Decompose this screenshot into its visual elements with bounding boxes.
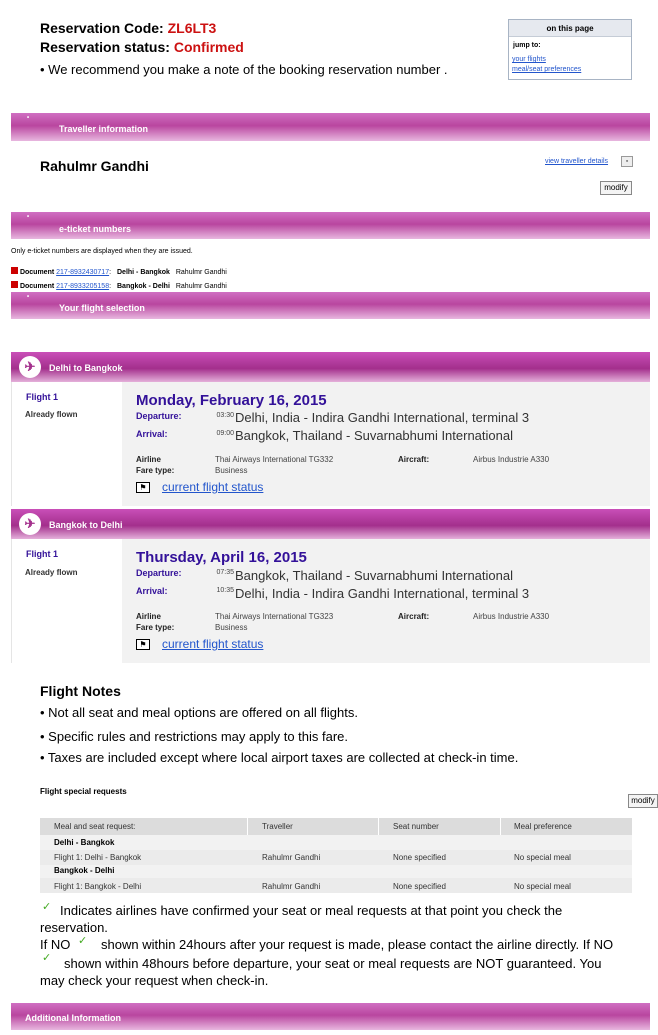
flight-bar-delhi-bangkok — [11, 352, 650, 382]
document-number-link[interactable]: 217-8932430717 — [56, 269, 110, 276]
eticket-bar: • e-ticket numbers — [11, 212, 650, 239]
group-label: Bangkok - Delhi — [54, 866, 115, 875]
flight-note-item: • Specific rules and restrictions may apply to this fare. — [40, 729, 349, 744]
flight-bar-title: Delhi to Bangkok — [49, 363, 123, 373]
fare-type-label: Fare type: — [136, 466, 175, 475]
legend-line: reservation. — [40, 920, 108, 935]
flight-flown-status: Already flown — [25, 410, 78, 419]
departure-label: Departure: — [136, 568, 182, 578]
row-flight: Flight 1: Bangkok - Delhi — [54, 882, 142, 891]
departure-time: 03:30 — [216, 412, 234, 419]
eticket-note: Only e-ticket numbers are displayed when they are issued. — [11, 248, 193, 255]
eticket-document-row: Document 217-8932430717: Delhi - Bangkok Rahulmr Gandhi — [11, 267, 227, 276]
additional-info-bar — [11, 1003, 650, 1030]
flight-left-panel — [11, 382, 122, 506]
eticket-document-row: Document 217-8933205158: Bangkok - Delhi Rahulmr Gandhi — [11, 281, 227, 290]
flag-icon: ⚑ — [136, 639, 150, 650]
flight-flown-status: Already flown — [25, 568, 78, 577]
flight-detail-panel — [122, 539, 650, 663]
arrival-time: 10:35 — [216, 587, 234, 594]
aircraft-label: Aircraft: — [398, 455, 430, 464]
check-icon: ✓ — [78, 935, 88, 947]
airline-value: Thai Airways International TG332 — [215, 455, 334, 464]
jump-to-label: jump to: — [513, 42, 541, 49]
flight-selection-title: Your flight selection — [59, 303, 145, 313]
reservation-note: • We recommend you make a note of the booking reservation number . — [40, 62, 448, 77]
row-traveller: Rahulmr Gandhi — [262, 853, 321, 862]
flight-notes-title: Flight Notes — [40, 683, 121, 699]
flight-note-item: • Not all seat and meal options are offered on all flights. — [40, 705, 358, 720]
window-icon[interactable]: ▫ — [621, 156, 633, 167]
document-passenger: Rahulmr Gandhi — [175, 283, 227, 290]
on-this-page-box — [508, 19, 632, 80]
fare-type-value: Business — [215, 623, 248, 632]
row-seat: None specified — [393, 853, 446, 862]
additional-info-title: Additional Information — [25, 1013, 121, 1023]
row-traveller: Rahulmr Gandhi — [262, 882, 321, 891]
flight-number-label: Flight 1 — [26, 392, 58, 402]
reservation-status: Confirmed — [173, 39, 244, 55]
reservation-code-line — [40, 20, 216, 36]
modify-traveller-button[interactable]: modify — [600, 181, 632, 195]
departure-place: Bangkok, Thailand - Suvarnabhumi International — [235, 568, 513, 583]
legend-line: may check your request when check-in. — [40, 973, 269, 988]
arrival-time: 09:00 — [216, 430, 234, 437]
legend-line: If NO — [40, 937, 71, 952]
current-flight-status-link[interactable]: current flight status — [162, 637, 264, 651]
document-label: Document — [19, 269, 55, 276]
table-row — [40, 878, 632, 893]
flag-icon: ⚑ — [136, 482, 150, 493]
legend-line: shown within 48hours before departure, your seat or meal requests are NOT guaranteed. You — [64, 956, 602, 971]
document-label: Document — [19, 283, 55, 290]
group-label: Delhi - Bangkok — [54, 838, 115, 847]
aircraft-value: Airbus Industrie A330 — [473, 455, 550, 464]
airline-value: Thai Airways International TG323 — [215, 612, 334, 621]
plane-icon: ✈ — [19, 356, 41, 378]
header-meal-seat: Meal and seat request: — [54, 822, 136, 831]
row-seat: None specified — [393, 882, 446, 891]
fare-type-label: Fare type: — [136, 623, 175, 632]
arrival-label: Arrival: — [136, 586, 168, 596]
on-this-page-title: on this page — [509, 20, 631, 37]
document-route: Bangkok - Delhi — [117, 283, 170, 290]
arrival-place: Bangkok, Thailand - Suvarnabhumi International — [235, 428, 513, 443]
departure-time: 07:35 — [216, 569, 234, 576]
check-icon: ✓ — [42, 901, 52, 913]
flight-note-item: • Taxes are included except where local airport taxes are collected at check-in time. — [40, 750, 519, 765]
airline-label: Airline — [136, 612, 161, 621]
current-flight-status-link[interactable]: current flight status — [162, 480, 264, 494]
arrival-place: Delhi, India - Indira Gandhi International, terminal 3 — [235, 586, 530, 601]
header-seat-number: Seat number — [393, 822, 439, 831]
airline-label: Airline — [136, 455, 161, 464]
header-traveller: Traveller — [262, 822, 293, 831]
traveller-info-title: Traveller information — [59, 124, 149, 134]
flight-bar-title: Bangkok to Delhi — [49, 520, 123, 530]
document-bullet-icon — [11, 267, 18, 274]
legend-line: shown within 24hours after your request is made, please contact the airline directly. If NO — [101, 937, 614, 952]
reservation-status-label: Reservation status: — [40, 39, 170, 55]
table-row — [40, 850, 632, 865]
arrival-label: Arrival: — [136, 429, 168, 439]
fare-type-value: Business — [215, 466, 248, 475]
traveller-info-bar: • Traveller information — [11, 113, 650, 141]
table-group-row — [40, 865, 632, 878]
document-bullet-icon — [11, 281, 18, 288]
row-flight: Flight 1: Delhi - Bangkok — [54, 853, 142, 862]
flight-date: Monday, February 16, 2015 — [136, 392, 327, 409]
special-requests-title: Flight special requests — [40, 787, 127, 796]
legend-line: Indicates airlines have confirmed your seat or meal requests at that point you check the — [60, 903, 563, 918]
view-traveller-details-link[interactable]: view traveller details — [545, 158, 609, 165]
document-number-link[interactable]: 217-8933205158 — [56, 283, 110, 290]
flight-number-label: Flight 1 — [26, 549, 58, 559]
plane-icon: ✈ — [19, 513, 41, 535]
modify-requests-button[interactable]: modify — [628, 794, 658, 808]
row-meal: No special meal — [514, 882, 571, 891]
reservation-status-line — [40, 39, 244, 55]
aircraft-label: Aircraft: — [398, 612, 430, 621]
eticket-title: e-ticket numbers — [59, 224, 132, 234]
flight-bar-bangkok-delhi — [11, 509, 650, 539]
aircraft-value: Airbus Industrie A330 — [473, 612, 550, 621]
departure-label: Departure: — [136, 411, 182, 421]
reservation-code-label: Reservation Code: — [40, 20, 164, 36]
traveller-name: Rahulmr Gandhi — [40, 158, 149, 174]
departure-place: Delhi, India - Indira Gandhi International, terminal 3 — [235, 410, 530, 425]
header-meal-preference: Meal preference — [514, 822, 572, 831]
flight-date: Thursday, April 16, 2015 — [136, 549, 307, 566]
row-meal: No special meal — [514, 853, 571, 862]
table-group-row — [40, 835, 632, 850]
jump-link-meal-seat[interactable]: meal/seat preferences — [512, 66, 582, 73]
reservation-code: ZL6LT3 — [167, 20, 217, 36]
flight-left-panel — [11, 539, 122, 663]
flight-detail-panel — [122, 382, 650, 506]
document-passenger: Rahulmr Gandhi — [175, 269, 227, 276]
check-icon: ✓ — [42, 952, 52, 964]
table-header-row — [40, 818, 632, 835]
document-route: Delhi - Bangkok — [117, 269, 170, 276]
jump-link-your-flights[interactable]: your flights — [512, 56, 546, 63]
flight-selection-bar: • Your flight selection — [11, 292, 650, 319]
